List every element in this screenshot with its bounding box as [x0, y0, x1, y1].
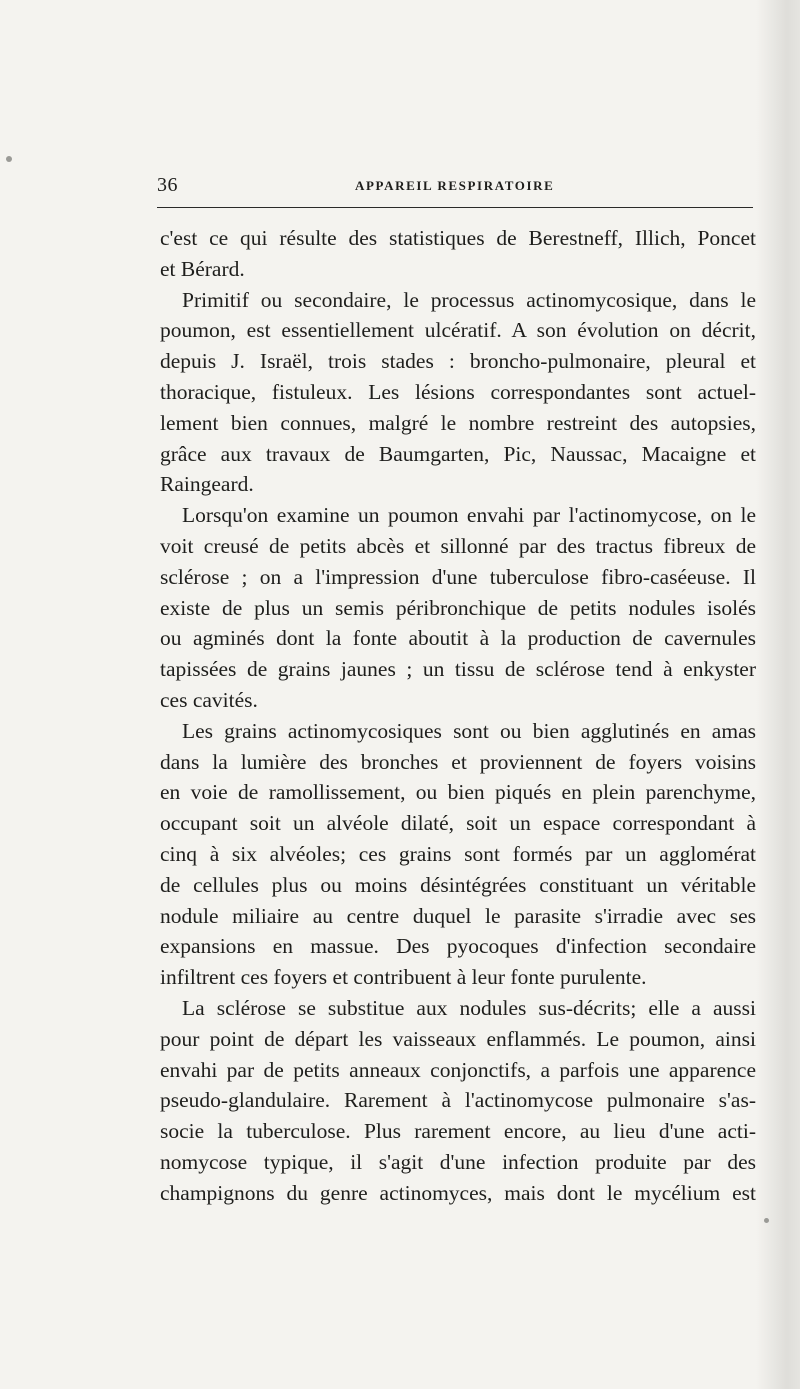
scan-speck [764, 1218, 769, 1223]
text-line: thoracique, fistuleux. Les lésions correspondantes sont actuel- [160, 379, 756, 404]
paragraph-first-line: Les grains actinomycosiques sont ou bien agglutinés en amas [182, 718, 756, 743]
text-line: Raingeard. [160, 472, 254, 497]
text-line: tapissées de grains jaunes ; un tissu de sclérose tend à enkyster [160, 657, 756, 682]
text-line: et Bérard. [160, 256, 245, 281]
text-line: pour point de départ les vaisseaux enflammés. Le poumon, ainsi [160, 1026, 756, 1051]
page-header [157, 172, 757, 200]
page-edge-shadow [756, 0, 800, 1389]
scan-speck [6, 156, 12, 162]
text-line: de cellules plus ou moins désintégrées constituant un véritable [160, 872, 756, 897]
header-rule [157, 207, 753, 208]
text-line: lement bien connues, malgré le nombre restreint des autopsies, [160, 410, 756, 435]
text-line: champignons du genre actinomyces, mais dont le mycélium est [160, 1180, 756, 1205]
text-line: expansions en massue. Des pyocoques d'infection secondaire [160, 934, 756, 959]
text-line: ces cavités. [160, 687, 258, 712]
text-line: poumon, est essentiellement ulcératif. A son évolution on décrit, [160, 318, 756, 343]
text-line: voit creusé de petits abcès et sillonné par des tractus fibreux de [160, 533, 756, 558]
text-line: sclérose ; on a l'impression d'une tuberculose fibro-caséeuse. Il [160, 564, 756, 589]
text-line: socie la tuberculose. Plus rarement encore, au lieu d'une acti- [160, 1119, 756, 1144]
text-line: c'est ce qui résulte des statistiques de Berestneff, Illich, Poncet [160, 226, 756, 250]
text-line: ou agminés dont la fonte aboutit à la production de cavernules [160, 626, 756, 651]
text-line: existe de plus un semis péribronchique de petits nodules isolés [160, 595, 756, 620]
text-line: cinq à six alvéoles; ces grains sont formés par un agglomérat [160, 841, 756, 866]
paragraph-first-line: Lorsqu'on examine un poumon envahi par l'actinomycose, on le [182, 503, 756, 528]
text-line: occupant soit un alvéole dilaté, soit un espace correspondant à [160, 811, 756, 836]
text-line: en voie de ramollissement, ou bien piqués en plein parenchyme, [160, 780, 756, 805]
body-text [160, 223, 756, 1209]
text-line: infiltrent ces foyers et contribuent à leur fonte purulente. [160, 965, 647, 990]
text-line: nomycose typique, il s'agit d'une infection produite par des [160, 1149, 756, 1174]
text-line: dans la lumière des bronches et proviennent de foyers voisins [160, 749, 756, 774]
text-line: nodule miliaire au centre duquel le parasite s'irradie avec ses [160, 903, 756, 928]
text-line: grâce aux travaux de Baumgarten, Pic, Naussac, Macaigne et [160, 441, 756, 466]
text-line: pseudo-glandulaire. Rarement à l'actinomycose pulmonaire s'as- [160, 1088, 756, 1113]
text-line: envahi par de petits anneaux conjonctifs, a parfois une apparence [160, 1057, 756, 1082]
paragraph-first-line: Primitif ou secondaire, le processus actinomycosique, dans le [182, 287, 756, 312]
running-title: APPAREIL RESPIRATOIRE [355, 178, 555, 193]
text-line: depuis J. Israël, trois stades : broncho-pulmonaire, pleural et [160, 349, 756, 374]
page-number: 36 [157, 174, 178, 196]
paragraph-first-line: La sclérose se substitue aux nodules sus-décrits; elle a aussi [182, 995, 756, 1020]
